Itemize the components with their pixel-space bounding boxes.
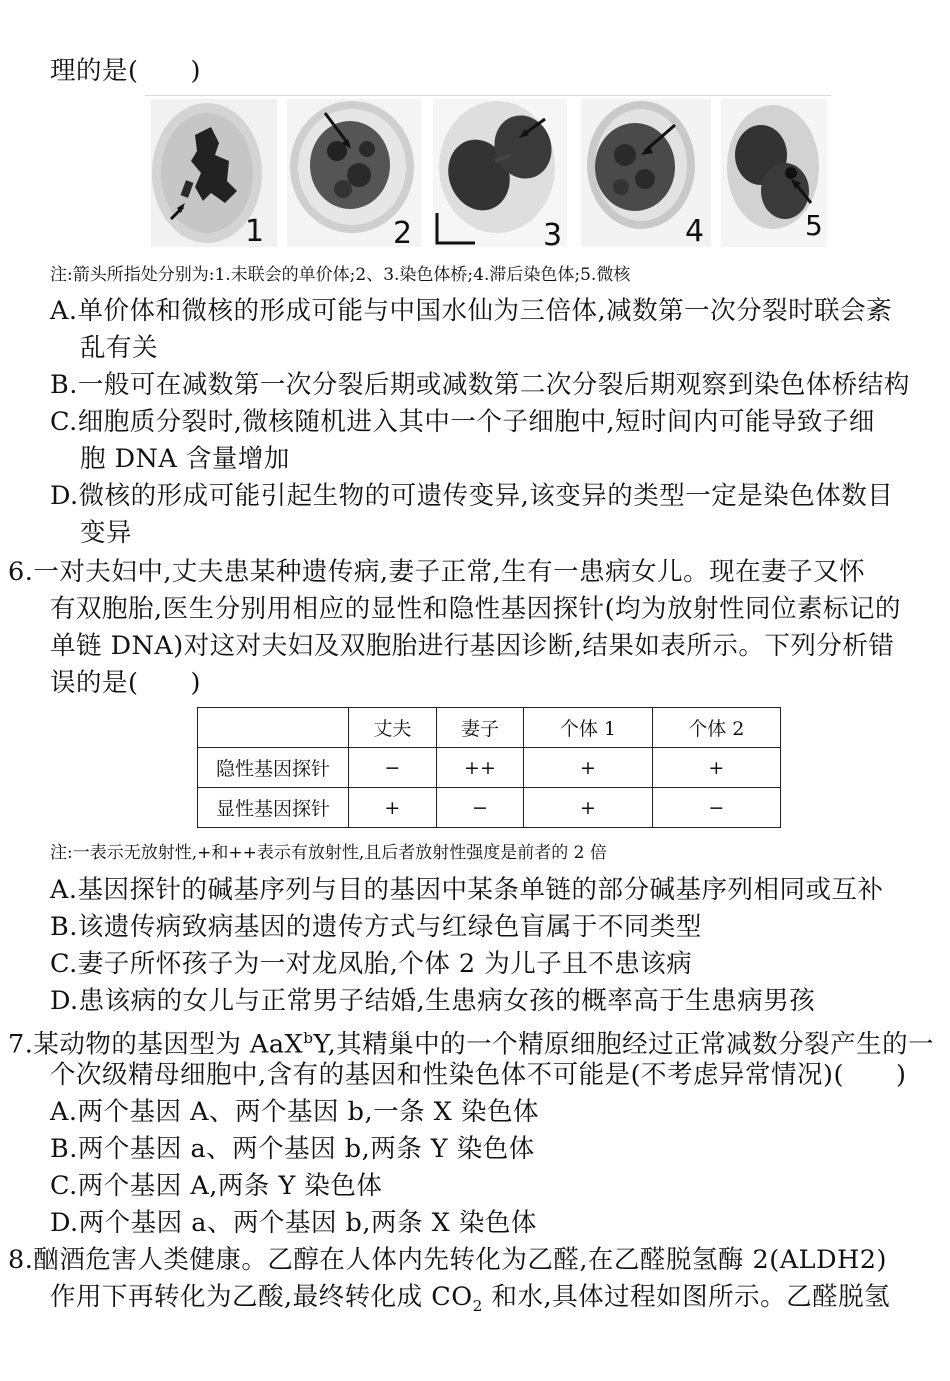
q6-option-b: B.该遗传病致病基因的遗传方式与红绿色盲属于不同类型 [50,912,702,942]
q6-stem-line3: 单链 DNA)对这对夫妇及双胞胎进行基因诊断,结果如表所示。下列分析错 [50,631,895,661]
panel-number-3: 3 [543,218,563,253]
table-corner-cell [198,708,349,748]
q7-option-d: D.两个基因 a、两个基因 b,两条 X 染色体 [50,1208,537,1238]
q6-stem-line2: 有双胞胎,医生分别用相应的显性和隐性基因探针(均为放射性同位素标记的 [50,594,902,624]
gene-probe-table [197,707,781,828]
q7-option-a: A.两个基因 A、两个基因 b,一条 X 染色体 [50,1097,539,1127]
micrograph-panel-1 [151,99,277,249]
q6-table-note: 注:一表示无放射性,+和++表示有放射性,且后者放射性强度是前者的 2 倍 [50,843,607,863]
panel-number-1: 1 [245,214,265,249]
q8-stem-part2: 和水,具体过程如图所示。乙醛脱氢 [482,1282,891,1312]
micrograph-panel-2 [287,99,421,251]
table-cell: + [524,748,652,788]
q7-option-b: B.两个基因 a、两个基因 b,两条 Y 染色体 [50,1134,535,1164]
table-header-row [198,708,781,748]
q8-stem-subscript: 2 [472,1297,483,1316]
q7-stem-line1 [8,1023,934,1060]
table-cell: ++ [436,748,524,788]
q6-stem-line4: 误的是( ) [50,668,201,698]
panel-number-5: 5 [805,209,823,242]
table-cell: + [652,748,780,788]
table-row [198,748,781,788]
table-header-individual-2: 个体 2 [652,708,780,748]
table-header-husband: 丈夫 [349,708,437,748]
q5-option-c-line2: 胞 DNA 含量增加 [80,444,290,474]
panel-number-2: 2 [393,216,413,251]
q7-stem-part1: 7.某动物的基因型为 AaX [8,1029,304,1060]
q5-option-d-line1: D.微核的形成可能引起生物的可遗传变异,该变异的类型一定是染色体数目 [50,481,894,511]
q7-stem-superscript: b [303,1029,314,1047]
q5-option-d-line2: 变异 [80,518,133,548]
table-cell: − [436,788,524,828]
table-header-individual-1: 个体 1 [524,708,652,748]
q5-stem-tail: 理的是( ) [50,56,201,86]
q5-option-a-line2: 乱有关 [80,333,159,363]
q8-stem-part1: 作用下再转化为乙酸,最终转化成 CO [50,1282,473,1312]
panel-number-4: 4 [685,214,705,249]
q5-figure-note: 注:箭头所指处分别为:1.未联会的单价体;2、3.染色体桥;4.滞后染色体;5.微核 [50,265,631,285]
table-row-label: 隐性基因探针 [198,748,349,788]
table-cell: − [349,748,437,788]
q8-stem-line2 [50,1282,890,1321]
table-row [198,788,781,828]
q7-stem-part2: Y,其精巢中的一个精原细胞经过正常减数分裂产生的一 [313,1029,935,1060]
micrograph-panel-3 [433,99,567,253]
q8-stem-line1: 8.酗酒危害人类健康。乙醇在人体内先转化为乙醛,在乙醛脱氢酶 2(ALDH2) [8,1245,887,1275]
q5-option-a-line1: A.单价体和微核的形成可能与中国水仙为三倍体,减数第一次分裂时联会紊 [50,296,893,326]
q6-option-d: D.患该病的女儿与正常男子结婚,生患病女孩的概率高于生患病男孩 [50,986,816,1016]
q5-option-b: B.一般可在减数第一次分裂后期或减数第二次分裂后期观察到染色体桥结构 [50,370,910,400]
micrograph-panel-4 [581,99,711,249]
table-cell: − [652,788,780,828]
table-cell: + [349,788,437,828]
q5-option-c-line1: C.细胞质分裂时,微核随机进入其中一个子细胞中,短时间内可能导致子细 [50,407,875,437]
cell-micrograph-figure [145,95,831,253]
q6-option-c: C.妻子所怀孩子为一对龙凤胎,个体 2 为儿子且不患该病 [50,949,693,979]
table-header-wife: 妻子 [436,708,524,748]
table-row-label: 显性基因探针 [198,788,349,828]
q7-stem-line2: 个次级精母细胞中,含有的基因和性染色体不可能是(不考虑异常情况)( ) [50,1060,907,1090]
q7-option-c: C.两个基因 A,两条 Y 染色体 [50,1171,383,1201]
table-cell: + [524,788,652,828]
q6-stem-line1: 6.一对夫妇中,丈夫患某种遗传病,妻子正常,生有一患病女儿。现在妻子又怀 [8,557,866,587]
q6-option-a: A.基因探针的碱基序列与目的基因中某条单链的部分碱基序列相同或互补 [50,875,884,905]
micrograph-panel-5 [721,99,827,247]
